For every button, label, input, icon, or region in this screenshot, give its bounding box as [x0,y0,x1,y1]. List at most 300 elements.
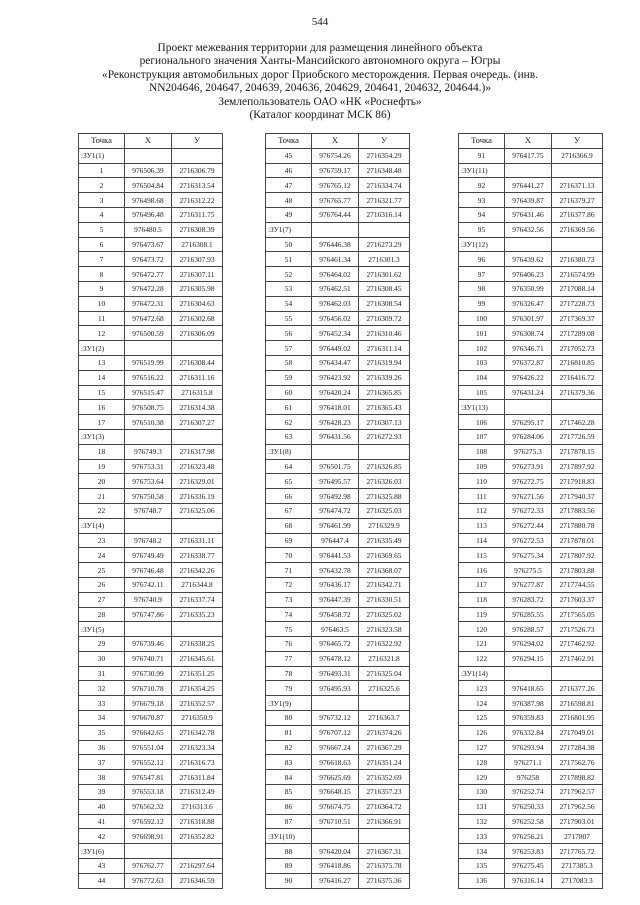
table-row [459,459,603,474]
empty-cell [552,666,603,681]
table-row [266,355,410,370]
point-number: 78 [266,666,312,681]
table-row [459,859,603,874]
x-coordinate: 976642.65 [125,725,172,740]
y-coordinate: 2717462.91 [552,651,603,666]
point-number: 15 [79,385,125,400]
x-coordinate: 976452.34 [312,326,359,341]
point-number: 61 [266,400,312,415]
x-coordinate: 976762.77 [125,859,172,874]
y-coordinate: 2716301.62 [359,267,410,282]
y-coordinate: 2717083.3 [552,873,603,888]
point-number: 14 [79,370,125,385]
group-label: :ЗУ1(13) [459,400,505,415]
y-coordinate: 2716338.25 [172,637,223,652]
table-row [266,785,410,800]
table-row [266,311,410,326]
point-number: 44 [79,873,125,888]
table-row [459,755,603,770]
point-number: 119 [459,607,505,622]
x-coordinate: 976551.04 [125,740,172,755]
point-number: 76 [266,637,312,652]
x-coordinate: 976294.02 [505,637,552,652]
y-coordinate: 2717289.08 [552,326,603,341]
y-coordinate: 2716366.9 [552,148,603,163]
point-number: 62 [266,415,312,430]
group-row [79,518,223,533]
point-number: 71 [266,563,312,578]
point-number: 94 [459,207,505,222]
x-coordinate: 976493.31 [312,666,359,681]
point-number: 72 [266,577,312,592]
y-coordinate: 2716339.26 [359,370,410,385]
x-coordinate: 976271.1 [505,755,552,770]
point-number: 50 [266,237,312,252]
point-number: 6 [79,237,125,252]
x-coordinate: 976285.55 [505,607,552,622]
point-number: 17 [79,415,125,430]
x-coordinate: 976416.27 [312,873,359,888]
x-coordinate: 976472.77 [125,267,172,282]
x-coordinate: 976732.12 [312,711,359,726]
empty-cell [312,444,359,459]
y-coordinate: 2716352.82 [172,829,223,844]
y-coordinate: 2716317.98 [172,444,223,459]
y-coordinate: 2716325.88 [359,489,410,504]
group-row [459,666,603,681]
x-coordinate: 976439.62 [505,252,552,267]
table-row [459,518,603,533]
table-row [79,267,223,282]
y-coordinate: 2716345.61 [172,651,223,666]
point-number: 77 [266,651,312,666]
x-coordinate: 976747.86 [125,607,172,622]
y-coordinate: 2716307.93 [172,252,223,267]
y-coordinate: 2716335.23 [172,607,223,622]
y-coordinate: 2716371.13 [552,178,603,193]
table-row [459,873,603,888]
table-row [266,681,410,696]
table-row [459,311,603,326]
point-number: 13 [79,355,125,370]
group-label: :ЗУ1(9) [266,696,312,711]
x-coordinate: 976592.12 [125,814,172,829]
group-row [79,844,223,859]
x-coordinate: 976436.17 [312,577,359,592]
x-coordinate: 976275.45 [505,859,552,874]
table-row [79,755,223,770]
y-coordinate: 2717462.92 [552,637,603,652]
table-row [266,740,410,755]
table-row [459,577,603,592]
x-coordinate: 976472.28 [125,281,172,296]
table-row [79,637,223,652]
x-coordinate: 976500.59 [125,326,172,341]
y-coordinate: 2716308.39 [172,222,223,237]
point-number: 32 [79,681,125,696]
header-line: Проект межевания территории для размещения линейного объекта [157,42,483,54]
x-coordinate: 976441.27 [505,178,552,193]
table-row [266,799,410,814]
y-coordinate: 2716346.59 [172,873,223,888]
point-number: 95 [459,222,505,237]
point-number: 91 [459,148,505,163]
y-coordinate: 2716375.36 [359,873,410,888]
table-row [266,474,410,489]
x-coordinate: 976504.84 [125,178,172,193]
point-number: 122 [459,651,505,666]
empty-cell [125,844,172,859]
point-number: 116 [459,563,505,578]
y-coordinate: 2716312.22 [172,193,223,208]
x-coordinate: 976420.24 [312,385,359,400]
point-number: 75 [266,622,312,637]
table-row [79,799,223,814]
x-coordinate: 976283.72 [505,592,552,607]
point-number: 1 [79,163,125,178]
column-header-y: У [172,134,223,149]
y-coordinate: 2716302.68 [172,311,223,326]
table-row [79,326,223,341]
x-coordinate: 976316.14 [505,873,552,888]
table-row [266,148,410,163]
x-coordinate: 976428.23 [312,415,359,430]
x-coordinate: 976449.02 [312,341,359,356]
empty-cell [505,666,552,681]
x-coordinate: 976552.12 [125,755,172,770]
table-row [79,178,223,193]
y-coordinate: 2716416.72 [552,370,603,385]
group-label: :ЗУ1(8) [266,444,312,459]
table-row [79,651,223,666]
point-number: 79 [266,681,312,696]
point-number: 9 [79,281,125,296]
point-number: 111 [459,489,505,504]
table-row [79,725,223,740]
x-coordinate: 976516.22 [125,370,172,385]
x-coordinate: 976730.99 [125,666,172,681]
point-number: 37 [79,755,125,770]
x-coordinate: 976294.15 [505,651,552,666]
y-coordinate: 2717898.82 [552,770,603,785]
table-row [459,829,603,844]
point-number: 52 [266,267,312,282]
y-coordinate: 2716380.73 [552,252,603,267]
table-row [266,859,410,874]
table-row [79,696,223,711]
x-coordinate: 976498.68 [125,193,172,208]
group-label: :ЗУ1(6) [79,844,125,859]
x-coordinate: 976510.38 [125,415,172,430]
table-row [459,637,603,652]
point-number: 12 [79,326,125,341]
point-number: 7 [79,252,125,267]
table-row [266,326,410,341]
point-number: 16 [79,400,125,415]
header-line: (Каталог координат МСК 86) [249,109,391,122]
empty-cell [359,222,410,237]
point-number: 89 [266,859,312,874]
point-number: 135 [459,859,505,874]
point-number: 83 [266,755,312,770]
y-coordinate: 2717878.15 [552,444,603,459]
table-row [266,592,410,607]
point-number: 87 [266,814,312,829]
point-number: 49 [266,207,312,222]
table-row [459,370,603,385]
x-coordinate: 976495.93 [312,681,359,696]
x-coordinate: 976461.99 [312,518,359,533]
y-coordinate: 2716369.56 [552,222,603,237]
table-row [459,341,603,356]
x-coordinate: 976431.46 [505,207,552,222]
table-row [459,415,603,430]
empty-cell [172,429,223,444]
y-coordinate: 2717962.57 [552,785,603,800]
y-coordinate: 2716307.27 [172,415,223,430]
group-label: :ЗУ1(12) [459,237,505,252]
x-coordinate: 976478.12 [312,651,359,666]
x-coordinate: 976759.17 [312,163,359,178]
table-row [266,370,410,385]
x-coordinate: 976458.72 [312,607,359,622]
group-row [459,400,603,415]
y-coordinate: 2716367.29 [359,740,410,755]
table-row [459,222,603,237]
empty-cell [312,222,359,237]
group-label: :ЗУ1(10) [266,829,312,844]
empty-cell [312,829,359,844]
point-number: 40 [79,799,125,814]
empty-cell [552,400,603,415]
y-coordinate: 2716310.46 [359,326,410,341]
empty-cell [359,696,410,711]
point-number: 45 [266,148,312,163]
table-row [79,548,223,563]
table-row [459,148,603,163]
y-coordinate: 2716342.26 [172,563,223,578]
point-number: 110 [459,474,505,489]
point-number: 127 [459,740,505,755]
table-row [79,489,223,504]
x-coordinate: 976710.78 [125,681,172,696]
point-number: 123 [459,681,505,696]
point-number: 60 [266,385,312,400]
group-row [266,696,410,711]
y-coordinate: 2716574.99 [552,267,603,282]
x-coordinate: 976418.86 [312,859,359,874]
table-row [459,711,603,726]
x-coordinate: 976423.92 [312,370,359,385]
x-coordinate: 976350.99 [505,281,552,296]
point-number: 10 [79,296,125,311]
table-row [79,400,223,415]
x-coordinate: 976710.51 [312,814,359,829]
y-coordinate: 2716319.94 [359,355,410,370]
point-number: 35 [79,725,125,740]
y-coordinate: 2716354.25 [172,681,223,696]
point-number: 68 [266,518,312,533]
x-coordinate: 976698.91 [125,829,172,844]
point-number: 41 [79,814,125,829]
y-coordinate: 2716326.85 [359,459,410,474]
point-number: 129 [459,770,505,785]
y-coordinate: 2716375.78 [359,859,410,874]
y-coordinate: 2716322.92 [359,637,410,652]
y-coordinate: 2716598.81 [552,696,603,711]
empty-cell [172,341,223,356]
point-number: 65 [266,474,312,489]
point-number: 25 [79,563,125,578]
y-coordinate: 2716309.72 [359,311,410,326]
x-coordinate: 976441.53 [312,548,359,563]
x-coordinate: 976495.57 [312,474,359,489]
y-coordinate: 2716368.07 [359,563,410,578]
table-row [459,207,603,222]
table-row [79,607,223,622]
y-coordinate: 2716369.65 [359,548,410,563]
y-coordinate: 2716330.51 [359,592,410,607]
y-coordinate: 2716311.75 [172,207,223,222]
y-coordinate: 2716342.71 [359,577,410,592]
y-coordinate: 2716308.44 [172,355,223,370]
table-row [459,696,603,711]
y-coordinate: 2717878.01 [552,533,603,548]
table-row [79,355,223,370]
table-row [266,207,410,222]
x-coordinate: 976748.2 [125,533,172,548]
x-coordinate: 976462.03 [312,296,359,311]
x-coordinate: 976472.68 [125,311,172,326]
y-coordinate: 2716363.7 [359,711,410,726]
table-row [459,681,603,696]
table-row [266,548,410,563]
y-coordinate: 2716801.95 [552,711,603,726]
x-coordinate: 976250.33 [505,799,552,814]
y-coordinate: 2716312.49 [172,785,223,800]
point-number: 125 [459,711,505,726]
point-number: 97 [459,267,505,282]
point-number: 106 [459,415,505,430]
table-row [459,281,603,296]
table-row [266,711,410,726]
x-coordinate: 976256.21 [505,829,552,844]
group-row [266,222,410,237]
group-row [79,622,223,637]
table-row [266,193,410,208]
y-coordinate: 2716325.04 [359,666,410,681]
table-row [266,577,410,592]
header-line: регионального значения Ханты-Мансийского автономного округа – Югры [139,55,501,68]
x-coordinate: 976746.48 [125,563,172,578]
x-coordinate: 976271.56 [505,489,552,504]
table-row [459,296,603,311]
table-row [459,533,603,548]
table-row [79,385,223,400]
x-coordinate: 976372.87 [505,355,552,370]
table-row [79,814,223,829]
point-number: 133 [459,829,505,844]
group-row [79,429,223,444]
table-row [79,296,223,311]
table-row [79,503,223,518]
y-coordinate: 2717049.01 [552,725,603,740]
y-coordinate: 2717803.88 [552,563,603,578]
table-row [266,459,410,474]
table-row [266,622,410,637]
x-coordinate: 976273.91 [505,459,552,474]
y-coordinate: 2716364.72 [359,799,410,814]
point-number: 105 [459,385,505,400]
y-coordinate: 2717807 [552,829,603,844]
empty-cell [552,163,603,178]
point-number: 5 [79,222,125,237]
coordinates-table-1 [78,133,223,889]
table-row [459,267,603,282]
x-coordinate: 976753.31 [125,459,172,474]
x-coordinate: 976753.64 [125,474,172,489]
y-coordinate: 2716316.73 [172,755,223,770]
y-coordinate: 2716329.01 [172,474,223,489]
y-coordinate: 2716334.74 [359,178,410,193]
x-coordinate: 976252.74 [505,785,552,800]
y-coordinate: 2716306.79 [172,163,223,178]
y-coordinate: 2717897.92 [552,459,603,474]
y-coordinate: 2717880.78 [552,518,603,533]
table-row [79,681,223,696]
x-coordinate: 976562.32 [125,799,172,814]
table-row [266,296,410,311]
table-row [459,607,603,622]
x-coordinate: 976447.39 [312,592,359,607]
y-coordinate: 2716325.6 [359,681,410,696]
point-number: 51 [266,252,312,267]
x-coordinate: 976447.4 [312,533,359,548]
x-coordinate: 976275.5 [505,563,552,578]
point-number: 3 [79,193,125,208]
y-coordinate: 2717565.05 [552,607,603,622]
table-row [459,548,603,563]
x-coordinate: 976456.02 [312,311,359,326]
y-coordinate: 2716316.14 [359,207,410,222]
y-coordinate: 2716336.19 [172,489,223,504]
table-row [79,311,223,326]
y-coordinate: 2716350.9 [172,711,223,726]
table-row [459,785,603,800]
x-coordinate: 976480.5 [125,222,172,237]
y-coordinate: 2716311.84 [172,770,223,785]
x-coordinate: 976474.72 [312,503,359,518]
y-coordinate: 2716379.36 [552,385,603,400]
y-coordinate: 2716377.26 [552,681,603,696]
x-coordinate: 976754.26 [312,148,359,163]
y-coordinate: 2716374.26 [359,725,410,740]
table-row [266,489,410,504]
x-coordinate: 976519.99 [125,355,172,370]
table-row [266,563,410,578]
table-row [79,577,223,592]
point-number: 100 [459,311,505,326]
table-row [459,770,603,785]
point-number: 18 [79,444,125,459]
x-coordinate: 976272.75 [505,474,552,489]
group-label: :ЗУ1(7) [266,222,312,237]
point-number: 54 [266,296,312,311]
table-row [79,252,223,267]
x-coordinate: 976764.44 [312,207,359,222]
y-coordinate: 2716304.63 [172,296,223,311]
column-header-y: У [552,134,603,149]
